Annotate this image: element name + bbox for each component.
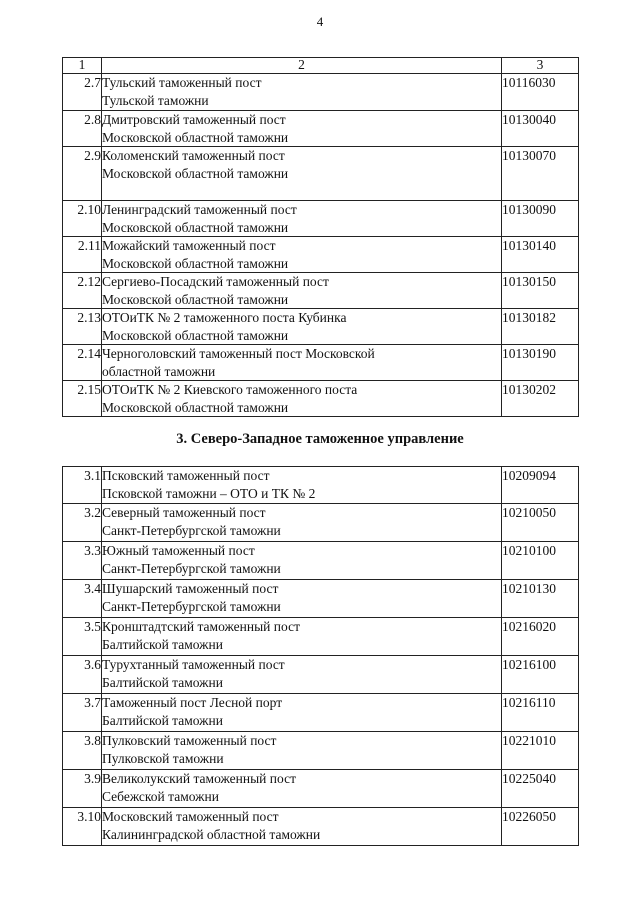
post-name-line-1: Сергиево-Посадский таможенный пост <box>102 274 329 289</box>
header-column-1: 1 <box>63 58 102 74</box>
post-name-line-2: Московской областной таможни <box>102 219 289 235</box>
post-name <box>102 381 502 417</box>
post-code: 10130190 <box>502 345 579 381</box>
post-name-line-1: Тульский таможенный пост <box>102 75 262 90</box>
post-name-line-2: Балтийской таможни <box>102 674 223 690</box>
post-code: 10130070 <box>502 147 579 201</box>
post-name-line-2: Себежской таможни <box>102 788 219 804</box>
table-row <box>63 656 579 694</box>
row-number: 3.8 <box>63 732 102 770</box>
post-code: 10221010 <box>502 732 579 770</box>
section-heading: 3. Северо-Западное таможенное управление <box>176 431 464 447</box>
post-name-line-2: областной таможни <box>102 363 216 379</box>
post-name-line-1: Южный таможенный пост <box>102 543 255 558</box>
post-code: 10225040 <box>502 770 579 808</box>
post-name <box>102 504 502 542</box>
post-name-line-2: Московской областной таможни <box>102 165 289 181</box>
post-name <box>102 309 502 345</box>
row-number: 3.4 <box>63 580 102 618</box>
table-header-row <box>63 58 579 74</box>
post-name <box>102 656 502 694</box>
table-row <box>63 732 579 770</box>
post-code: 10130090 <box>502 201 579 237</box>
table-row <box>63 147 579 201</box>
post-code: 10210050 <box>502 504 579 542</box>
post-name-line-1: Шушарский таможенный пост <box>102 581 279 596</box>
post-name-line-1: Турухтанный таможенный пост <box>102 657 285 672</box>
post-code: 10209094 <box>502 467 579 504</box>
table-row <box>63 770 579 808</box>
post-name <box>102 237 502 273</box>
customs-posts-table-section-2 <box>62 57 579 417</box>
post-name <box>102 542 502 580</box>
post-code: 10130202 <box>502 381 579 417</box>
post-code: 10210100 <box>502 542 579 580</box>
table-row <box>63 381 579 417</box>
table-row <box>63 74 579 111</box>
post-code: 10210130 <box>502 580 579 618</box>
row-number: 3.9 <box>63 770 102 808</box>
post-name <box>102 467 502 504</box>
post-name <box>102 618 502 656</box>
post-name <box>102 345 502 381</box>
post-code: 10130040 <box>502 111 579 147</box>
post-name-line-2: Московской областной таможни <box>102 291 289 307</box>
post-name-line-2: Московской областной таможни <box>102 129 289 145</box>
header-column-2: 2 <box>102 58 502 74</box>
post-name-line-2: Московской областной таможни <box>102 255 289 271</box>
page-number: 4 <box>316 14 324 29</box>
post-name-line-2: Калининградской областной таможни <box>102 826 321 842</box>
post-name-line-1: ОТОиТК № 2 таможенного поста Кубинка <box>102 310 347 325</box>
row-number: 3.10 <box>63 808 102 846</box>
post-code: 10216020 <box>502 618 579 656</box>
row-number: 3.2 <box>63 504 102 542</box>
post-code: 10130182 <box>502 309 579 345</box>
table-row <box>63 237 579 273</box>
post-code: 10130140 <box>502 237 579 273</box>
row-number: 3.7 <box>63 694 102 732</box>
table-row <box>63 542 579 580</box>
post-name-line-2: Санкт-Петербургской таможни <box>102 522 281 538</box>
post-name <box>102 201 502 237</box>
post-name <box>102 580 502 618</box>
post-name-line-1: Пулковский таможенный пост <box>102 733 277 748</box>
post-name-line-2: Пулковской таможни <box>102 750 224 766</box>
row-number: 3.1 <box>63 467 102 504</box>
post-name-line-1: Таможенный пост Лесной порт <box>102 695 283 710</box>
post-code: 10216100 <box>502 656 579 694</box>
table-row <box>63 504 579 542</box>
post-name-line-2: Санкт-Петербургской таможни <box>102 560 281 576</box>
header-column-3: 3 <box>502 58 579 74</box>
post-name <box>102 273 502 309</box>
post-name-line-1: Великолукский таможенный пост <box>102 771 296 786</box>
post-name-line-2: Московской областной таможни <box>102 399 289 415</box>
row-number: 2.14 <box>63 345 102 381</box>
post-name-line-2: Санкт-Петербургской таможни <box>102 598 281 614</box>
row-number: 2.15 <box>63 381 102 417</box>
post-code: 10116030 <box>502 74 579 111</box>
table-row <box>63 580 579 618</box>
post-name-line-1: Северный таможенный пост <box>102 505 266 520</box>
post-name-line-1: Дмитровский таможенный пост <box>102 112 286 127</box>
table-row <box>63 273 579 309</box>
table-row <box>63 201 579 237</box>
table-row <box>63 694 579 732</box>
post-name-line-1: Ленинградский таможенный пост <box>102 202 297 217</box>
row-number: 3.5 <box>63 618 102 656</box>
post-name <box>102 694 502 732</box>
table-row <box>63 467 579 504</box>
post-name <box>102 111 502 147</box>
post-name <box>102 808 502 846</box>
post-code: 10216110 <box>502 694 579 732</box>
post-name-line-2: Тульской таможни <box>102 92 209 108</box>
row-number: 3.3 <box>63 542 102 580</box>
row-number: 2.10 <box>63 201 102 237</box>
row-number: 2.12 <box>63 273 102 309</box>
table-row <box>63 345 579 381</box>
table-row <box>63 618 579 656</box>
post-name-line-1: Псковский таможенный пост <box>102 468 270 483</box>
post-name-line-1: Московский таможенный пост <box>102 809 279 824</box>
post-name <box>102 74 502 111</box>
post-name <box>102 770 502 808</box>
row-number: 2.7 <box>63 74 102 111</box>
post-name-line-2: Московской областной таможни <box>102 327 289 343</box>
post-name-line-1: Можайский таможенный пост <box>102 238 276 253</box>
post-name-line-1: Кронштадтский таможенный пост <box>102 619 300 634</box>
post-name <box>102 147 502 201</box>
post-name-line-1: Коломенский таможенный пост <box>102 148 285 163</box>
row-number: 2.13 <box>63 309 102 345</box>
row-number: 2.8 <box>63 111 102 147</box>
table-row <box>63 808 579 846</box>
post-name-line-1: ОТОиТК № 2 Киевского таможенного поста <box>102 382 358 397</box>
table-row <box>63 111 579 147</box>
row-number: 2.11 <box>63 237 102 273</box>
post-name-line-1: Черноголовский таможенный пост Московской <box>102 346 375 361</box>
row-number: 2.9 <box>63 147 102 201</box>
post-code: 10130150 <box>502 273 579 309</box>
customs-posts-table-section-3 <box>62 466 579 846</box>
table-row <box>63 309 579 345</box>
row-number: 3.6 <box>63 656 102 694</box>
post-name <box>102 732 502 770</box>
post-name-line-2: Псковской таможни – ОТО и ТК № 2 <box>102 485 316 501</box>
post-name-line-2: Балтийской таможни <box>102 636 223 652</box>
post-code: 10226050 <box>502 808 579 846</box>
post-name-line-2: Балтийской таможни <box>102 712 223 728</box>
